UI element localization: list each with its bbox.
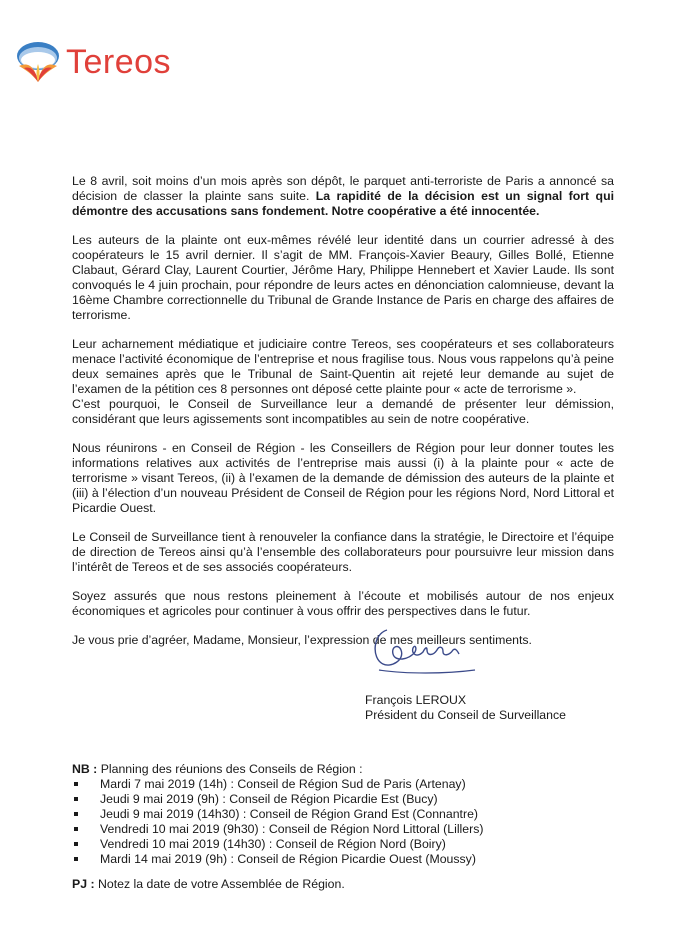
nb-heading bbox=[72, 762, 614, 777]
nb-label: NB : bbox=[72, 762, 98, 776]
list-item: Jeudi 9 mai 2019 (14h30) : Conseil de Région Grand Est (Connantre) bbox=[72, 807, 614, 822]
pj-section bbox=[72, 877, 345, 892]
bullet-icon bbox=[74, 797, 78, 801]
bullet-icon bbox=[74, 812, 78, 816]
paragraph-2: Les auteurs de la plainte ont eux-mêmes révélé leur identité dans un courrier adressé à des coopérateurs le 15 avril dernier. Il s’agit de MM. François-Xavier Beaury, Gilles Bollé, Etienne Clabaut, Gérard Clay, Laurent Courtier, Jérôme Hary, Philippe Hennebert et Xavier Laude. Ils sont convoqués le 4 juin prochain, pour répondre de leurs actes en dénonciation calomnieuse, devant la 16ème Chambre correctionnelle du Tribunal de Grande Instance de Paris en charge des affaires de terrorisme. bbox=[72, 233, 614, 322]
tereos-logo-icon bbox=[14, 40, 62, 84]
letter-body bbox=[72, 174, 614, 648]
pj-label: PJ : bbox=[72, 877, 95, 891]
pj-text: Notez la date de votre Assemblée de Région. bbox=[94, 877, 345, 891]
bullet-icon bbox=[74, 827, 78, 831]
list-item: Jeudi 9 mai 2019 (9h) : Conseil de Région Picardie Est (Bucy) bbox=[72, 792, 614, 807]
list-item: Mardi 7 mai 2019 (14h) : Conseil de Région Sud de Paris (Artenay) bbox=[72, 777, 614, 792]
nb-section bbox=[72, 762, 614, 867]
signer-title: Président du Conseil de Surveillance bbox=[365, 708, 566, 722]
logo-text: Tereos bbox=[66, 42, 172, 81]
paragraph-7: Soyez assurés que nous restons pleinement à l’écoute et mobilisés autour de nos enjeux économiques et agricoles pour continuer à vous offrir des perspectives dans le futur. bbox=[72, 589, 614, 618]
bullet-icon bbox=[74, 842, 78, 846]
nb-intro: Planning des réunions des Conseils de Région : bbox=[97, 762, 363, 776]
paragraph-5: Nous réunirons - en Conseil de Région - les Conseillers de Région pour leur donner toutes les informations relatives aux activités de l’entreprise mais aussi (i) à la plainte pour « acte de terrorisme » visant Tereos, (ii) à l’examen de la demande de démission des auteurs de la plainte et (iii) à l’élection d’un nouveau Président de Conseil de Région pour les régions Nord, Nord Littoral et Picardie Ouest. bbox=[72, 441, 614, 515]
signature bbox=[365, 620, 485, 680]
tereos-logo bbox=[14, 38, 171, 86]
list-item: Mardi 14 mai 2019 (9h) : Conseil de Région Picardie Ouest (Moussy) bbox=[72, 852, 614, 867]
bullet-icon bbox=[74, 782, 78, 786]
list-item: Vendredi 10 mai 2019 (14h30) : Conseil de Région Nord (Boiry) bbox=[72, 837, 614, 852]
list-item: Vendredi 10 mai 2019 (9h30) : Conseil de Région Nord Littoral (Lillers) bbox=[72, 822, 614, 837]
paragraph-1: Le 8 avril, soit moins d’un mois après son dépôt, le parquet anti-terroriste de Paris a annoncé sa décision de classer la plainte sans suite. La rapidité de la décision est un signal fort qui démontre des accusations sans fondement. Notre coopérative a été innocentée. bbox=[72, 174, 614, 218]
meeting-list bbox=[72, 777, 614, 867]
signer-name: François LEROUX bbox=[365, 693, 467, 707]
signer-block bbox=[365, 693, 566, 723]
paragraph-4: C’est pourquoi, le Conseil de Surveillance leur a demandé de présenter leur démission, considérant que leurs agissements sont incompatibles au sein de notre coopérative. bbox=[72, 397, 614, 426]
bullet-icon bbox=[74, 857, 78, 861]
paragraph-3: Leur acharnement médiatique et judiciaire contre Tereos, ses coopérateurs et ses collaborateurs menace l’activité économique de l’entreprise et nous fragilise tous. Nous vous rappelons qu’à peine deux semaines après que le Tribunal de Saint-Quentin ait rejeté leur demande au sujet de l’examen de la pétition ces 8 personnes ont déposé cette plainte pour « acte de terrorisme ». bbox=[72, 337, 614, 396]
paragraph-6: Le Conseil de Surveillance tient à renouveler la confiance dans la stratégie, le Directoire et l’équipe de direction de Tereos ainsi qu’à l’ensemble des collaborateurs pour poursuivre leur mission dans l’intérêt de Tereos et de ses associés coopérateurs. bbox=[72, 530, 614, 574]
paragraph-1-bold: La rapidité de la décision est un signal fort qui démontre des accusations sans fondement. Notre coopérative a été innocentée. bbox=[72, 189, 614, 218]
paragraph-8: Je vous prie d’agréer, Madame, Monsieur, l’expression de mes meilleurs sentiments. bbox=[72, 633, 532, 647]
